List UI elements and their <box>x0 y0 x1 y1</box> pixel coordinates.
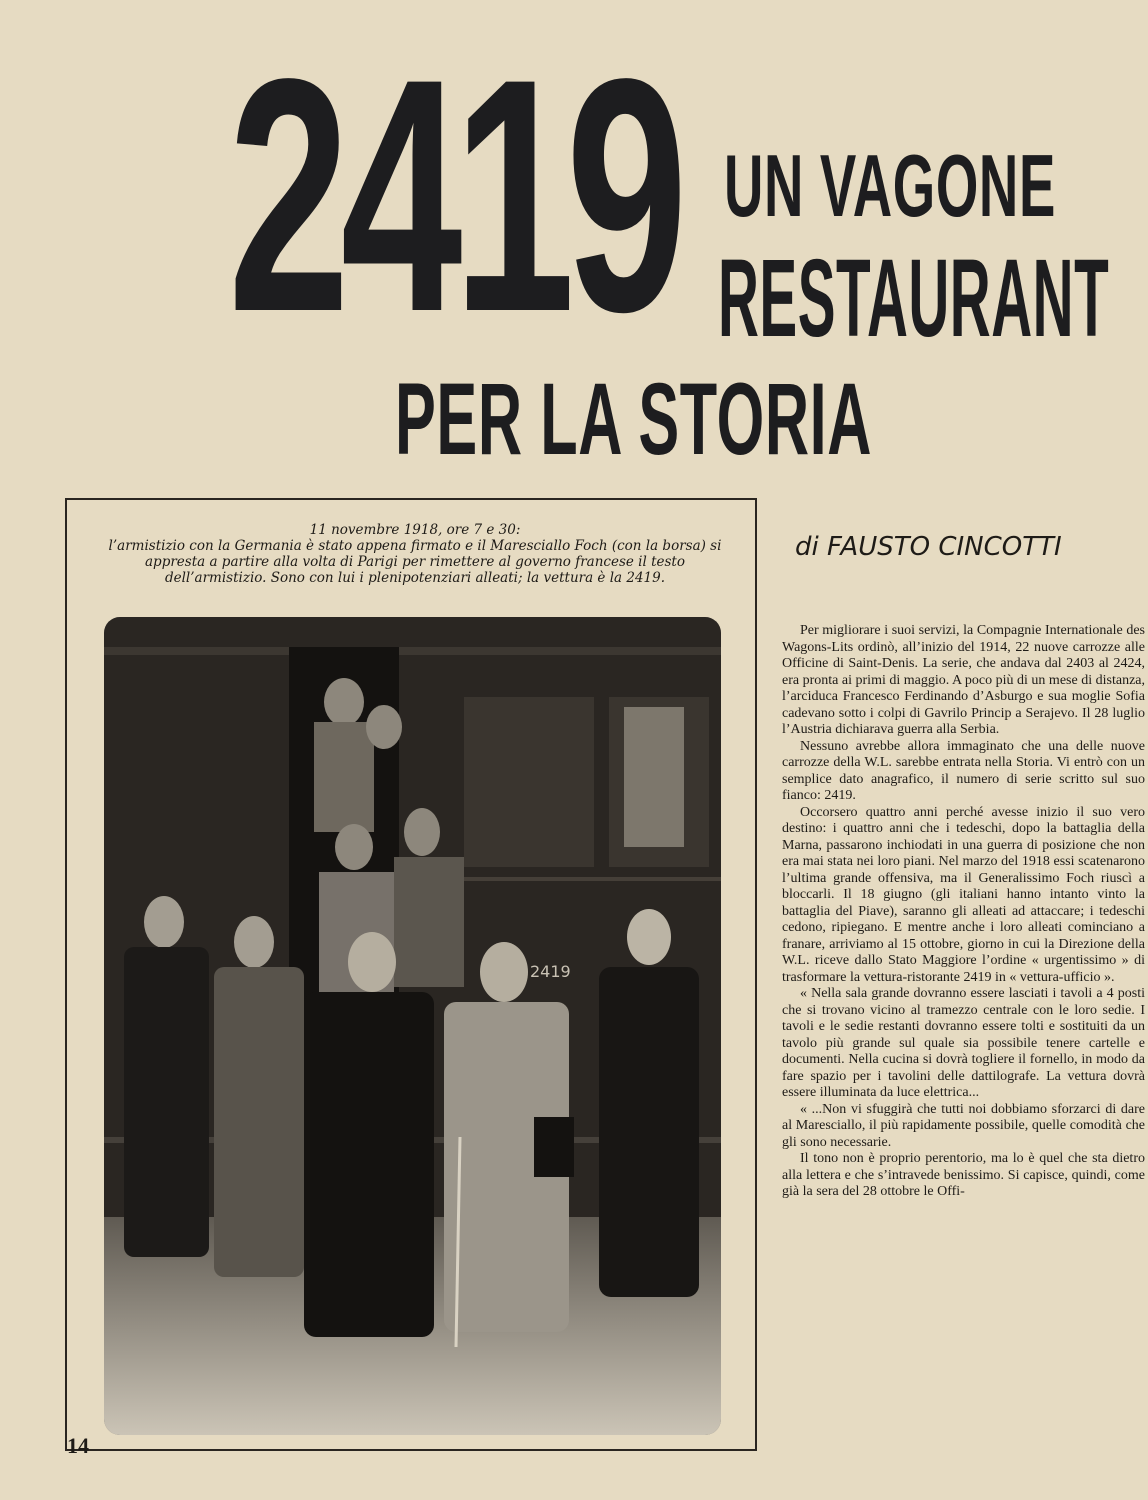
caption-date: 11 novembre 1918, ore 7 e 30: <box>309 522 521 538</box>
carriage-number: 2419 <box>530 962 571 981</box>
headline-line-3: PER LA STORIA <box>395 362 873 476</box>
author-byline: di FAUSTO CINCOTTI <box>795 532 1062 562</box>
photograph-icon <box>104 617 721 1435</box>
page-number: 14 <box>67 1433 89 1458</box>
article-paragraph: Il tono non è proprio perentorio, ma lo è quel che sta dietro alla lettera e che s’intravede benissimo. Si capisce, quindi, come già la sera del 28 ottobre le Offi- <box>782 1151 1145 1199</box>
headline-number: 2419 <box>228 10 679 381</box>
photo-caption <box>100 522 730 586</box>
article-paragraph: Occorsero quattro anni perché avesse inizio il suo vero destino: i quattro anni che i tedeschi, dopo la battaglia della Marna, passarono inchiodati in una guerra di posizione che non era mai stata nei loro piani. Nel marzo del 1918 essi scatenarono l’ultima grande offensiva, ma il Generalissimo Foch riuscì a bloccarli. Il 18 giugno (gli italiani hanno intanto vinto la battaglia del Piave), saranno gli alleati ad attaccare; i tedeschi cedono, ripiegano. E mentre anche i loro alleati cominciano a franare, arriviamo al 15 ottobre, giorno in cui la Direzione della W.L. riceve dallo Stato Maggiore l’ordine « urgentissimo » di trasformare la vettura-ristorante 2419 in « vettura-ufficio ». <box>782 804 1145 985</box>
article-paragraph: Per migliorare i suoi servizi, la Compagnie Internationale des Wagons-Lits ordinò, all’inizio del 1914, 22 nuove carrozze alle Officine di Saint-Denis. La serie, che andava dal 2403 al 2424, era pronta ai primi di maggio. A poco più di un mese di distanza, l’arciduca Francesco Ferdinando d’Asburgo e sua moglie Sofia cadevano sotto i colpi di Gavrilo Princip a Serajevo. Il 28 luglio l’Austria dichiarava guerra alla Serbia. <box>782 623 1145 737</box>
article-paragraph: Nessuno avrebbe allora immaginato che una delle nuove carrozze della W.L. sarebbe entrata nella Storia. Vi entrò con un semplice dato anagrafico, il numero di serie scritto sul suo fianco: 2419. <box>782 738 1145 803</box>
historical-photo <box>104 617 721 1435</box>
caption-text: l’armistizio con la Germania è stato appena firmato e il Maresciallo Foch (con la borsa) si appresta a partire alla volta di Parigi per rimettere al governo francese il testo dell’armistizio. Sono con lui i plenipotenziari alleati; la vettura è la 2419. <box>108 538 722 586</box>
headline-line-2: RESTAURANT <box>718 237 1110 360</box>
article-paragraph: « ...Non vi sfuggirà che tutti noi dobbiamo sforzarci di dare al Maresciallo, il più rapidamente possibile, quelle comodità che gli sono necessarie. <box>782 1101 1145 1150</box>
article-body <box>782 623 1145 1201</box>
headline-line-1: UN VAGONE <box>724 136 1056 235</box>
article-paragraph: « Nella sala grande dovranno essere lasciati i tavoli a 4 posti che si trovano vicino al tramezzo centrale con le loro sedie. I tavoli e le sedie restanti dovranno essere tolti e sostituiti da un tavolo più grande sul quale sia possibile tenere cartelle e documenti. Nella cucina si dovrà togliere il fornello, in modo da fare spazio per i tavolini delle dattilografe. La vettura dovrà essere illuminata da luce elettrica... <box>782 986 1145 1100</box>
